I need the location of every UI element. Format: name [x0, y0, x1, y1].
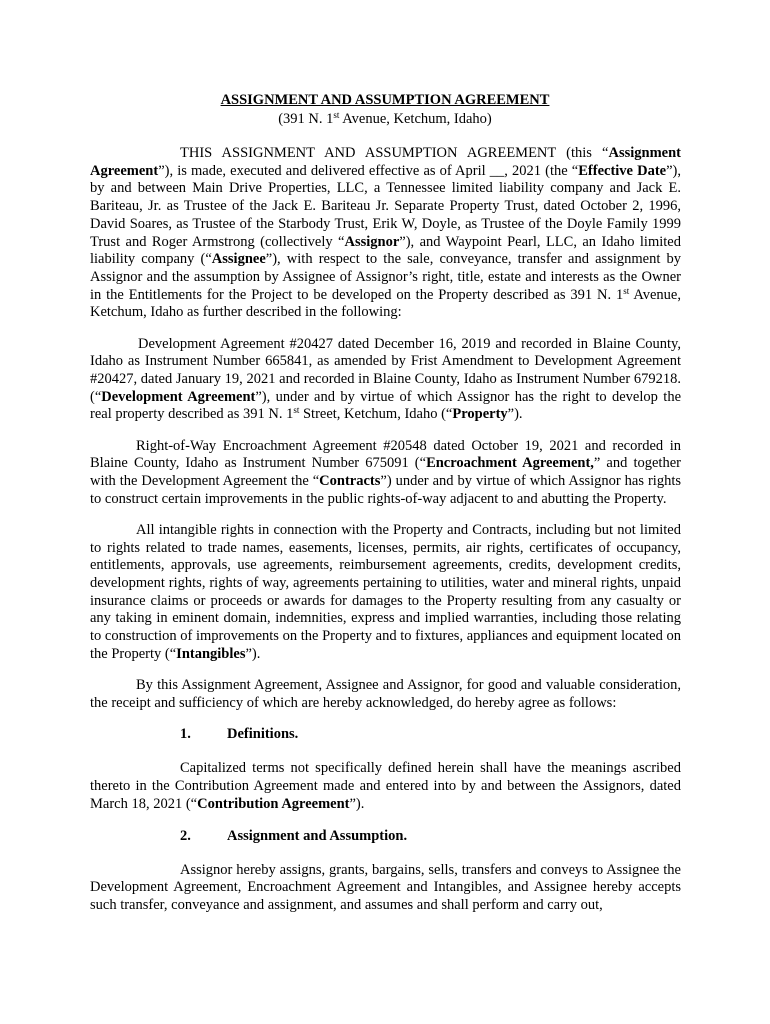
development-agreement-paragraph [90, 336, 681, 425]
text-run: ”), and Waypoint Pearl, LLC, an Idaho limited liability company (“ [90, 233, 681, 268]
text-run: Development Agreement #20427 dated December 16, 2019 and recorded in Blaine County, Idaho as Instrument Number 665841, as amended by Frist Amendment to Development Agreement #20427, dated January 19, 2021 and recorded in Blaine County, Idaho as Instrument Number 679218.(“ [90, 335, 681, 405]
text-run: Capitalized terms not specifically defined herein shall have the meanings ascribed thereto in the Contribution Agreement made and entered into by and between the Assignors, dated March 18, 2021 (“ [90, 760, 681, 812]
text-run: ”), with respect to the sale, conveyance, transfer and assignment by Assignor and the assumption by Assignee of Assignor’s right, title, estate and interests as the Owner in the Entitlements for the Project to be developed on the Property described as 391 N. 1 [90, 251, 681, 303]
defined-term: Contracts [319, 472, 381, 489]
text-run: ”), by and between Main Drive Properties, LLC, a Tennessee limited liability company and Jack E. Bariteau, Jr. as Trustee of the Jack E. Bariteau Jr. Separate Property Trust, dated October 2, 1996, David Soares, as Trustee of the Starbody Trust, Erik W, Doyle, as Trustee of the Doyle Family 1999 Trust and Roger Armstrong (collectively “ [90, 162, 681, 250]
text-run: ”), is made, executed and delivered effective as of April __, 2021 (the “ [158, 162, 579, 179]
section-heading-definitions [90, 726, 681, 744]
defined-term: Property [452, 406, 508, 423]
document-subtitle [0, 111, 770, 128]
text-run: Street, Ketchum, Idaho (“ [299, 406, 453, 423]
text-run: Right-of-Way Encroachment Agreement #20548 dated October 19, 2021 and recorded in Blaine County, Idaho as Instrument Number 675091 (“ [90, 437, 681, 472]
subtitle-sup: st [333, 110, 340, 120]
defined-term: Contribution Agreement [197, 795, 350, 812]
text-run: ”), under and by virtue of which Assignor has the right to develop the real property described as 391 N. 1 [90, 388, 682, 423]
assignment-paragraph: Assignor hereby assigns, grants, bargains, sells, transfers and conveys to Assignee the Development Agreement, Encroachment Agreement and Intangibles, and Assignee hereby accepts such transfer, conveyance and assignment, and assumes and shall perform and carry out, [90, 861, 681, 913]
section-title: Definitions. [227, 726, 299, 743]
section-number: 2. [180, 827, 191, 844]
text-run: All intangible rights in connection with the Property and Contracts, including but not limited to rights related to trade names, easements, licenses, permits, air rights, certificates of occupancy, entitlements, approvals, use agreements, reimbursement agreements, credits, development credits, development rights, rights of way, agreements pertaining to utilities, water and mineral rights, unpaid insurance claims or proceeds or awards for damages to the Property resulting from any casualty or any taking in eminent domain, indemnities, express and implied warranties, including those relating to construction of improvements on the Property and to fixtures, appliances and equipment located on the Property (“ [90, 521, 681, 662]
subtitle-pre: (391 N. 1 [278, 111, 334, 127]
intangibles-paragraph [90, 522, 681, 664]
section-number: 1. [180, 726, 191, 743]
text-run: ”). [507, 406, 523, 423]
superscript: st [623, 285, 630, 296]
defined-term: Assignee [211, 251, 266, 268]
defined-term: Intangibles [176, 645, 246, 662]
intro-paragraph [90, 145, 681, 322]
text-run: Avenue, Ketchum, Idaho as further described in the following: [90, 286, 681, 321]
text-run: ”) under and by virtue of which Assignor has rights to construct certain improvements in the public rights-of-way adjacent to and abutting the Property. [90, 472, 681, 507]
subtitle-post: Avenue, Ketchum, Idaho) [339, 111, 492, 127]
text-run: ”). [245, 645, 261, 662]
text-run: ”). [349, 795, 365, 812]
defined-term: Assignor [344, 233, 400, 250]
section-heading-assignment [90, 828, 681, 846]
defined-term: Effective Date [578, 162, 667, 179]
text-run: THIS ASSIGNMENT AND ASSUMPTION AGREEMENT (this “ [180, 145, 609, 161]
section-title: Assignment and Assumption. [227, 827, 408, 844]
document-body [90, 145, 681, 928]
defined-term: Encroachment Agreement, [426, 455, 594, 472]
superscript: st [293, 405, 300, 416]
text-run: ” and together with the Development Agreement the “ [90, 455, 681, 489]
document-title: ASSIGNMENT AND ASSUMPTION AGREEMENT [220, 92, 550, 108]
defined-term: Development Agreement [101, 388, 256, 405]
encroachment-agreement-paragraph [90, 438, 681, 509]
agreement-paragraph: By this Assignment Agreement, Assignee and Assignor, for good and valuable consideration, the receipt and sufficiency of which are hereby acknowledged, do hereby agree as follows: [90, 676, 681, 711]
definitions-paragraph [90, 760, 681, 813]
defined-term: Assignment Agreement [90, 145, 681, 179]
